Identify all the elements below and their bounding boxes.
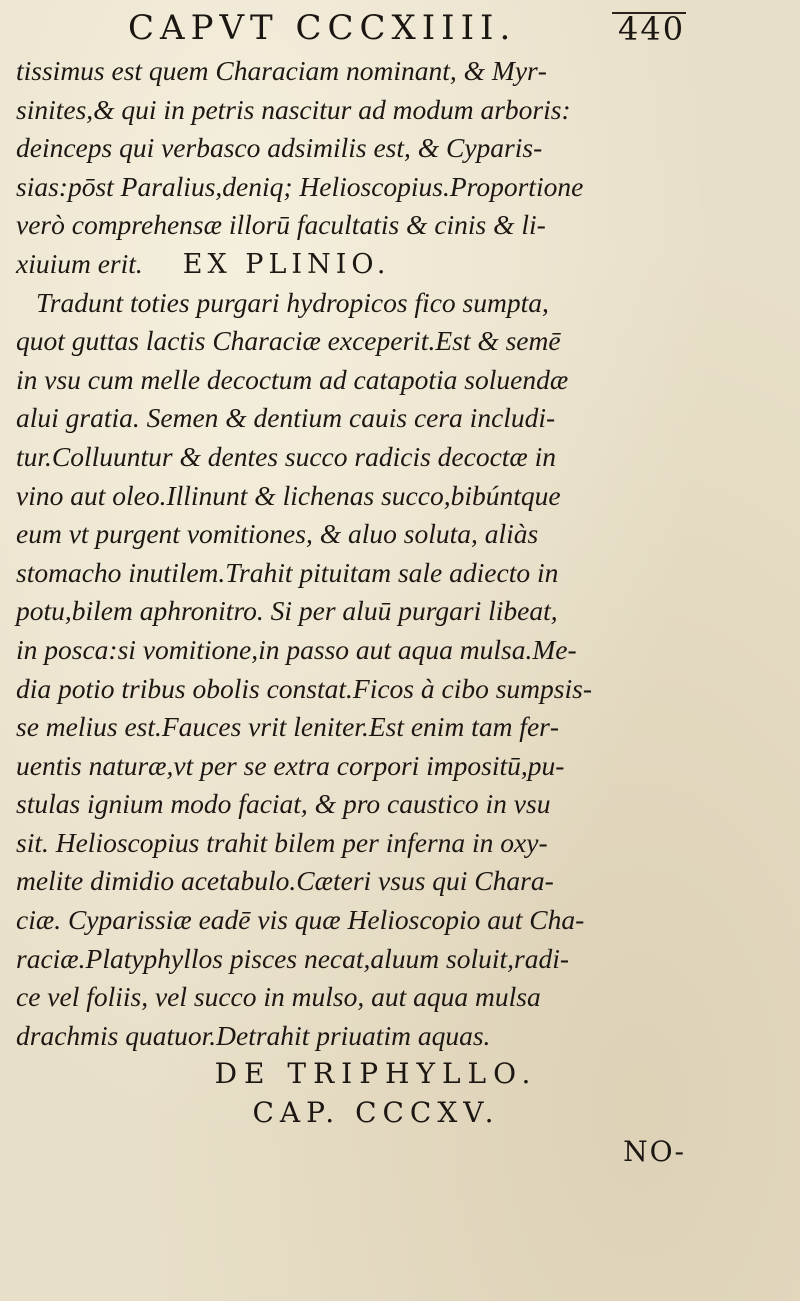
text-line: stulas ignium modo faciat, & pro caustico in vsu [16, 788, 551, 820]
text-line: quot guttas lactis Characiæ exceperit.Est & semē [16, 325, 561, 357]
text-line: in posca:si vomitione,in passo aut aqua mulsa.Me‑ [16, 633, 577, 665]
running-head: CAPVT CCCXIIII. [128, 8, 517, 48]
text-line: deinceps qui verbasco adsimilis est, & Cyparis‑ [16, 132, 543, 164]
catchword: NO‑ [623, 1134, 686, 1168]
text-line: sias:pōst Paralius,deniq; Helioscopius.Proportione [16, 170, 584, 202]
text-line: uentis naturæ,vt per se extra corpori impositū,pu‑ [16, 749, 565, 781]
text-line: drachmis quatuor.Detrahit priuatim aquas. [16, 1019, 491, 1051]
text-line: ce vel foliis, vel succo in mulso, aut aqua mulsa [16, 981, 541, 1013]
text-line: sit. Helioscopius trahit bilem per inferna in oxy‑ [16, 826, 548, 858]
text-line: verò comprehensæ illorū facultatis & cinis & li‑ [16, 209, 546, 241]
text-line: raciæ.Platyphyllos pisces necat,aluum soluit,radi‑ [16, 942, 569, 974]
page-header [0, 6, 800, 50]
text-line: eum vt purgent vomitiones, & aluo soluta, aliàs [16, 518, 539, 550]
text-line [16, 245, 736, 284]
text-line: se melius est.Fauces vrit leniter.Est enim tam fer‑ [16, 711, 560, 743]
main-text [16, 52, 736, 1171]
text-line: in vsu cum melle decoctum ad catapotia soluendæ [16, 363, 569, 395]
text-line: dia potio tribus obolis constat.Ficos à cibo sumpsis‑ [16, 672, 592, 704]
text-line: stomacho inutilem.Trahit pituitam sale adiecto in [16, 556, 559, 588]
text-line: sinites,& qui in petris nascitur ad modum arboris: [16, 93, 571, 125]
text-line: tur.Colluuntur & dentes succo radicis decoctæ in [16, 440, 557, 472]
chapter-number: CAP. CCCXV. [252, 1096, 500, 1130]
text-line: alui gratia. Semen & dentium cauis cera includi‑ [16, 402, 556, 434]
text-line: vino aut oleo.Illinunt & lichenas succo,bibúntque [16, 479, 561, 511]
text-line-fragment: xiuium erit. [16, 247, 143, 279]
text-line: potu,bilem aphronitro. Si per aluū purgari libeat, [16, 595, 558, 627]
section-heading-ex-plinio: EX PLINIO. [182, 248, 391, 280]
text-line: melite dimidio acetabulo.Cæteri vsus qui Chara‑ [16, 865, 554, 897]
text-line: tissimus est quem Characiam nominant, & Myr‑ [16, 55, 547, 86]
section-heading: DE TRIPHYLLO. [214, 1057, 538, 1091]
text-line: ciæ. Cyparissiæ eadē vis quæ Helioscopio aut Cha‑ [16, 904, 585, 936]
page-number: 440 [618, 10, 686, 48]
text-line: Tradunt toties purgari hydropicos fico sumpta, [36, 286, 549, 318]
